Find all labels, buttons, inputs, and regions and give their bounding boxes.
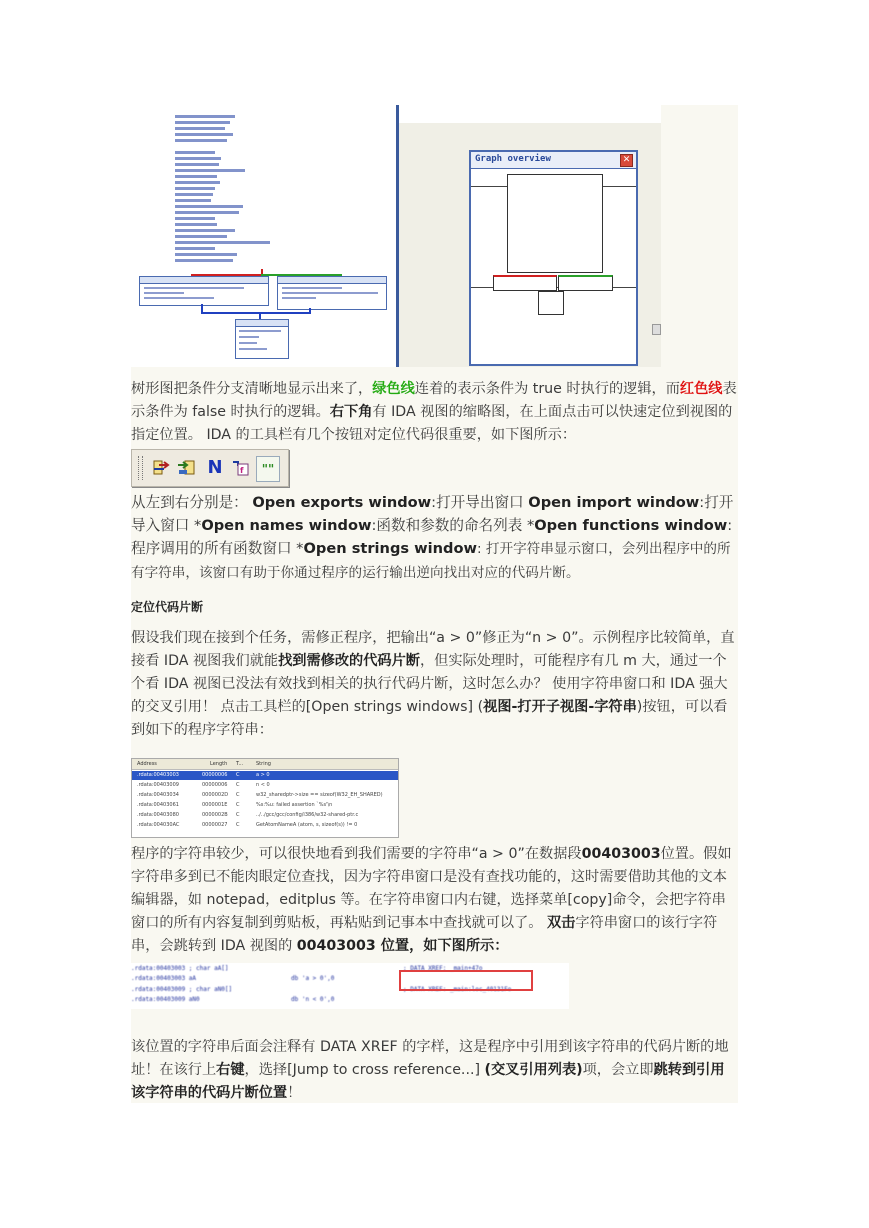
text: )按钮，可以看到如下的程序字符串： [131,699,728,738]
svg-text:f: f [240,466,244,475]
names-icon[interactable]: N [207,457,223,478]
text: 树形图把条件分支清晰地显示出来了， [131,381,373,397]
cell-type: C [236,772,240,778]
functions-icon[interactable] [230,456,252,480]
bold-text: 跳转到引用该字符串的代码片断位置 [131,1062,725,1101]
disasm-line[interactable] [131,994,569,1006]
bold-text: (交叉引用列表) [484,1062,583,1078]
disasm-comment: ; DATA XREF: _main+47o [403,965,483,972]
text: 表示条件为 false 时执行的逻辑。 [131,381,737,420]
disasm-address: .rdata:00403003 ; char aA[] [131,965,229,972]
bold-text: 双击 [546,915,576,931]
bold-text: 00403003 [581,846,661,862]
text: 程序的字符串较少，可以很快地看到我们需要的字符串“a > 0”在数据段 [131,846,582,862]
table-row[interactable] [132,811,398,820]
code-block-false [139,276,269,306]
bold-text: Open functions window [534,517,728,534]
cell-length: 0000002D [202,792,229,798]
bold-text: 右键 [216,1062,245,1078]
text: 从左到右分别是： [131,494,253,511]
cell-type: C [236,812,240,818]
table-row[interactable] [132,821,398,830]
text: ！ [287,1085,302,1101]
bold-text: 右下角 [329,404,373,420]
table-row[interactable] [132,791,398,800]
text: ，选择[Jump to cross reference...] [244,1062,485,1078]
text: 连着的表示条件为 true 时执行的逻辑，而 [414,381,680,397]
cell-type: C [236,802,240,808]
strings-window [131,758,399,838]
code-block-true [277,276,387,310]
paragraph-5 [131,1036,738,1105]
overview-block-exit [538,291,564,315]
ida-graph-view [131,105,399,367]
strings-header [132,759,398,770]
bold-text: Open import window [528,494,700,511]
text: 假设我们现在接到个任务，需修正程序，把输出“a > 0”修正为“n > 0”。示例程序比较简单，直接看 IDA 视图我们就能 [131,630,735,669]
cell-string: ../../gcc/gcc/config/i386/w32-shared-ptr.c [256,812,359,818]
paragraph-4 [131,843,738,958]
cell-string: w32_sharedptr->size == sizeof(W32_EH_SHARED) [256,792,383,798]
ida-disassembly-view [131,963,569,1009]
code-block-main [171,111,397,269]
bold-text: Open strings window [303,540,477,557]
bold-text: Open names window [201,517,372,534]
toolbar-grip[interactable] [138,456,143,480]
strings-icon[interactable]: "" [256,456,280,482]
cell-address: .rdata:00403034 [137,792,179,798]
column-header-length[interactable]: Length [210,761,228,767]
text: :函数和参数的命名列表 * [371,517,535,534]
scrollbar-arrow-icon[interactable] [652,324,661,335]
xref-highlight-box [399,970,533,991]
column-header-string[interactable]: String [256,761,271,767]
cell-length: 00000027 [202,822,228,828]
paragraph-3 [131,627,738,742]
cell-address: .rdata:00403009 [137,782,179,788]
bold-text: 找到需修改的代码片断 [278,653,420,669]
text: : 打开字符串显示窗口，会列出程序中的所有字符串，该窗口有助于你通过程序的运行输出逆向找出对应的代码片断。 [131,541,731,581]
bold-text: 视图-打开子视图-字符串 [483,699,637,715]
cell-address: .rdata:00403061 [137,802,179,808]
bold-text: Open exports window [252,494,432,511]
ida-toolbar [131,449,289,487]
text: ，但实际处理时，可能程序有几 m 大，通过一个个看 IDA 视图已没法有效找到相关的执行代码片断，这时怎么办？ 使用字符串窗口和 IDA 强大的交叉引用！ 点击工具栏的[Open strings windows] ( [131,653,728,715]
cell-string: %s:%u: failed assertion `%s'\n [256,802,333,808]
ida-graph-figure [131,105,661,367]
disasm-comment: ; DATA XREF: _main:loc_40131Fo [403,986,512,993]
text: 该位置的字符串后面会注释有 DATA XREF 的字样，这是程序中引用到该字符串的代码片断的地址！在该行上 [131,1039,729,1078]
column-header-type[interactable]: T... [236,761,244,767]
disasm-instruction: db 'a > 0',0 [291,975,335,982]
text: 有 IDA 视图的缩略图，在上面点击可以快速定位到视图的指定位置。 IDA 的工具栏有几个按钮对定位代码很重要，如下图所示： [131,404,733,443]
cell-address: .rdata:00403003 [137,772,179,778]
cell-string: n < 0 [256,782,270,788]
section-heading: 定位代码片断 [131,600,204,614]
graph-overview-title: Graph overview [475,154,551,164]
cell-length: 00000006 [202,782,228,788]
text: 位置。假如字符串多到已不能肉眼定位查找，因为字符串窗口是没有查找功能的，这时需要借助其他的文本编辑器，如 notepad，editplus 等。在字符串窗口内右键，选择菜单[copy]命令，会把字符串窗口的所有内容复制到剪贴板，再粘贴到记事本中查找就可以了。 [131,846,732,931]
overview-block-main [507,174,603,273]
exports-icon[interactable] [150,456,172,480]
cell-type: C [236,792,240,798]
text: :打开导出窗口 [431,494,529,511]
text: :程序调用的所有函数窗口 * [131,517,733,557]
disasm-address: .rdata:00403009 ; char aN0[] [131,986,233,993]
cell-length: 0000001E [202,802,228,808]
table-row[interactable] [132,771,398,780]
overview-block-true [558,275,613,291]
graph-overview-pane [399,123,661,367]
table-row[interactable] [132,801,398,810]
code-block-exit [235,319,289,359]
graph-overview-window[interactable] [469,150,638,366]
cell-length: 00000006 [202,772,228,778]
text: :打开导入窗口 * [131,494,734,534]
close-icon[interactable]: ✕ [620,154,633,167]
disasm-address: .rdata:00403003 aA [131,975,197,982]
cell-length: 0000002B [202,812,228,818]
red-line-label: 红色线 [679,381,723,397]
cell-address: .rdata:00403080 [137,812,179,818]
green-line-label: 绿色线 [372,381,415,397]
column-header-address[interactable]: Address [137,761,157,767]
text: 项，会立即 [582,1062,654,1078]
bold-text: 00403003 位置，如下图所示： [296,938,509,954]
imports-icon[interactable] [176,456,198,480]
cell-type: C [236,822,240,828]
cell-address: .rdata:004030AC [137,822,180,828]
disasm-address: .rdata:00403009 aN0 [131,996,200,1003]
disasm-instruction: db 'n < 0',0 [291,996,335,1003]
cell-type: C [236,782,240,788]
cell-string: a > 0 [256,772,270,778]
cell-string: GetAtomNameA (atom, s, sizeof(s)) != 0 [256,822,358,828]
paragraph-2 [131,491,738,585]
text: 字符串窗口的该行字符串，会跳转到 IDA 视图的 [131,915,718,954]
graph-overview-titlebar[interactable] [471,152,636,169]
overview-block-false [493,275,557,291]
table-row[interactable] [132,781,398,790]
paragraph-1 [131,378,738,447]
